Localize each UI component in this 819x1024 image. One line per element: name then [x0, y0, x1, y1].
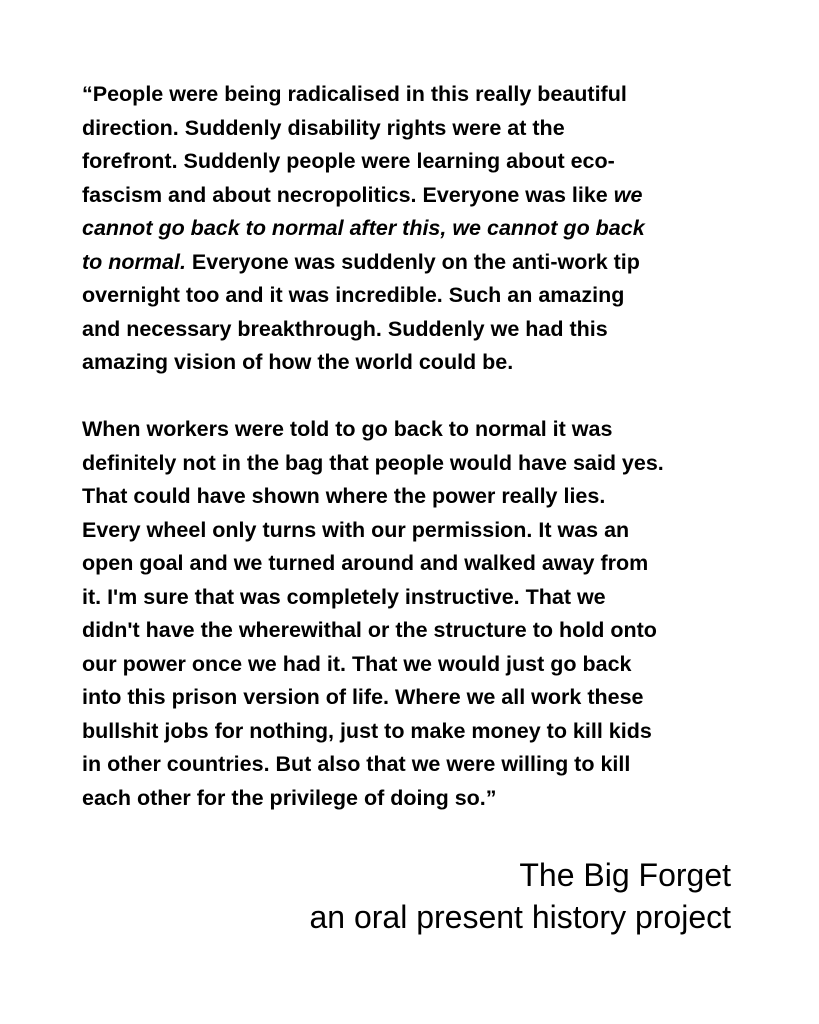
italic-segment: cannot go back to normal after this, we cannot go back	[82, 216, 645, 240]
quote-paragraph-2	[82, 413, 752, 815]
text-line: That could have shown where the power really lies.	[82, 484, 606, 508]
text-line: When workers were told to go back to normal it was	[82, 417, 613, 441]
text-line: it. I'm sure that was completely instructive. That we	[82, 584, 606, 609]
text-line: overnight too and it was incredible. Such an amazing	[82, 283, 625, 307]
text-line: Every wheel only turns with our permission. It was an	[82, 517, 630, 542]
text-line: forefront. Suddenly people were learning about eco-	[82, 149, 615, 173]
text-line: “People were being radicalised in this really beautiful	[82, 82, 627, 106]
attribution-title: The Big Forget	[519, 857, 731, 893]
text-line: direction. Suddenly disability rights were at the	[82, 115, 565, 140]
italic-segment: we	[613, 182, 643, 207]
text-line	[82, 212, 752, 246]
text-line	[82, 179, 752, 213]
text-line: into this prison version of life. Where we all work these	[82, 685, 644, 709]
quote-paragraph-1	[82, 78, 752, 380]
text-line: bullshit jobs for nothing, just to make money to kill kids	[82, 718, 652, 743]
text-line: each other for the privilege of doing so.”	[82, 785, 497, 810]
text-line: amazing vision of how the world could be.	[82, 350, 514, 374]
text-line	[82, 246, 752, 280]
text-segment: fascism and about necropolitics. Everyone was like	[82, 182, 614, 207]
text-line: open goal and we turned around and walked away from	[82, 551, 649, 575]
text-line: and necessary breakthrough. Suddenly we had this	[82, 316, 608, 341]
text-segment: Everyone was suddenly on the anti-work tip	[185, 249, 640, 274]
text-line: definitely not in the bag that people would have said yes.	[82, 450, 664, 475]
attribution	[309, 854, 731, 938]
quote-block	[82, 78, 752, 815]
text-line: didn't have the wherewithal or the structure to hold onto	[82, 618, 657, 642]
italic-segment: to normal.	[82, 249, 186, 274]
attribution-subtitle: an oral present history project	[309, 899, 731, 935]
text-line: our power once we had it. That we would just go back	[82, 651, 632, 676]
text-line: in other countries. But also that we were willing to kill	[82, 752, 631, 776]
